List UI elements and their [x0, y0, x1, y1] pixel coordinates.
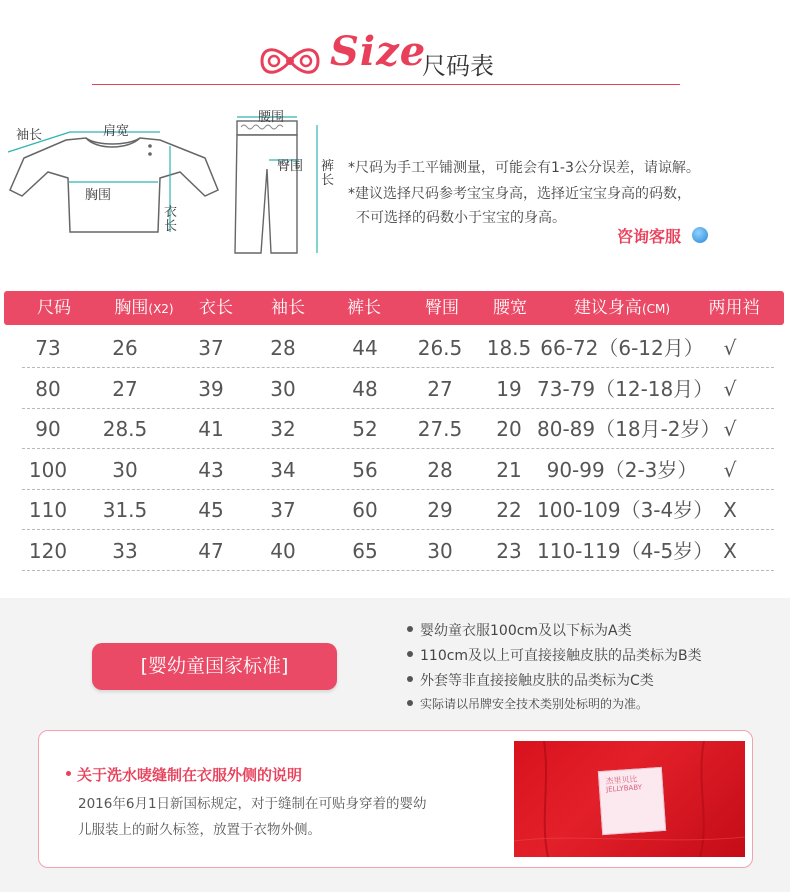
bullet-dot	[407, 676, 413, 682]
tag-brand-cn: 杰里贝比	[605, 774, 638, 786]
table-cell: √	[723, 376, 737, 401]
table-cell: 29	[427, 498, 453, 522]
pants-length-label: 裤长	[321, 159, 335, 188]
table-cell: 18.5	[486, 336, 532, 360]
table-cell: 65	[352, 538, 378, 563]
length-label: 衣长	[164, 205, 178, 234]
care-tag	[598, 767, 666, 835]
table-cell: 40	[270, 538, 296, 563]
table-cell: √	[723, 417, 737, 441]
table-cell: 100-109（3-4岁）	[537, 498, 714, 522]
table-cell: 28	[427, 457, 453, 482]
wash-label-text-1: 2016年6月1日新国标规定，对于缝制在可贴身穿着的婴幼	[78, 796, 427, 812]
chest-label: 胸围	[85, 188, 112, 203]
table-cell: 28.5	[102, 417, 148, 441]
bullet-dot	[407, 626, 413, 632]
table-cell: 110	[28, 498, 68, 522]
table-cell: 73-79（12-18月）	[537, 376, 714, 401]
header-sleeve: 袖长	[271, 298, 305, 318]
national-standard-button[interactable]: [婴幼童国家标准]	[92, 643, 337, 690]
table-cell: X	[723, 538, 737, 563]
bow-icon	[258, 44, 322, 78]
table-cell: 41	[198, 417, 224, 441]
note-line-2: *建议选择尺码参考宝宝身高，选择近宝宝身高的码数，	[348, 186, 691, 202]
table-cell: 30	[112, 457, 138, 482]
table-row	[20, 531, 775, 571]
table-cell: 27	[112, 376, 138, 401]
table-cell: 20	[496, 417, 522, 441]
title-english: Size	[330, 28, 427, 75]
header-waist: 腰宽	[493, 298, 527, 318]
standard-bullet-4: 实际请以吊牌安全技术类别处标明的为准。	[407, 695, 648, 712]
table-cell: 28	[270, 336, 296, 360]
table-cell: 21	[496, 457, 522, 482]
table-row	[20, 490, 775, 530]
title-divider	[92, 84, 680, 85]
table-cell: 47	[198, 538, 224, 563]
table-cell: 110-119（4-5岁）	[537, 538, 714, 563]
table-row	[20, 369, 775, 409]
table-row	[20, 450, 775, 490]
table-row	[20, 409, 775, 449]
table-cell: 37	[198, 336, 224, 360]
table-cell: 66-72（6-12月）	[540, 336, 704, 360]
standard-bullet-1: 婴幼童衣服100cm及以下标为A类	[407, 620, 632, 640]
table-cell: 80-89（18月-2岁）	[537, 417, 721, 441]
table-cell: 27	[427, 376, 453, 401]
wash-label-text-2: 儿服装上的耐久标签，放置于衣物外侧。	[78, 822, 321, 838]
wash-label-photo	[514, 741, 745, 857]
table-cell: 27.5	[417, 417, 463, 441]
table-cell: 31.5	[102, 498, 148, 522]
table-cell: √	[723, 457, 737, 482]
table-cell: 100	[28, 457, 68, 482]
bullet-dot	[407, 651, 413, 657]
table-cell: 80	[35, 376, 61, 401]
table-cell: 56	[352, 457, 378, 482]
table-cell: 33	[112, 538, 138, 563]
waist-label: 腰围	[258, 110, 285, 125]
table-cell: 30	[427, 538, 453, 563]
table-cell: 22	[496, 498, 522, 522]
header-length: 衣长	[199, 298, 233, 318]
header-dual-crotch: 两用裆	[708, 298, 760, 318]
note-line-1: *尺码为手工平铺测量，可能会有1-3公分误差，请谅解。	[348, 160, 700, 176]
table-cell: 30	[270, 376, 296, 401]
table-cell: 52	[352, 417, 378, 441]
standard-bullet-2: 110cm及以上可直接接触皮肤的品类标为B类	[407, 645, 702, 665]
hip-label: 臀围	[277, 159, 304, 174]
table-cell: X	[723, 498, 737, 522]
header-hip: 臀围	[425, 298, 459, 318]
title-chinese: 尺码表	[422, 52, 494, 80]
shoulder-label: 肩宽	[103, 124, 130, 139]
table-cell: 26.5	[417, 336, 463, 360]
bullet-dot	[66, 771, 71, 776]
table-cell: 90-99（2-3岁）	[546, 457, 698, 482]
header-height: 建议身高(CM)	[573, 298, 671, 318]
table-cell: 45	[198, 498, 224, 522]
table-cell: 44	[352, 336, 378, 360]
standard-bullet-3: 外套等非直接接触皮肤的品类标为C类	[407, 670, 654, 690]
size-table-header	[4, 291, 784, 325]
header-size: 尺码	[37, 298, 71, 318]
table-cell: 37	[270, 498, 296, 522]
table-cell: 26	[112, 336, 138, 360]
table-cell: 34	[270, 457, 296, 482]
table-cell: 120	[28, 538, 68, 563]
table-cell: 73	[35, 336, 61, 360]
table-cell: 19	[496, 376, 522, 401]
sleeve-label: 袖长	[16, 128, 43, 143]
row-divider	[22, 570, 774, 571]
consult-service-link[interactable]: 咨询客服	[617, 227, 682, 246]
table-cell: 90	[35, 417, 61, 441]
table-cell: √	[723, 336, 737, 360]
table-cell: 32	[270, 417, 296, 441]
pants-diagram	[225, 105, 335, 265]
wash-label-title: 关于洗水唛缝制在衣服外侧的说明	[66, 764, 302, 785]
table-cell: 48	[352, 376, 378, 401]
table-cell: 43	[198, 457, 224, 482]
tag-brand-en: JELLYBABY	[605, 783, 643, 794]
table-cell: 23	[496, 538, 522, 563]
note-line-3: 不可选择的码数小于宝宝的身高。	[356, 210, 566, 226]
chat-icon[interactable]	[692, 227, 708, 243]
header-pants-length: 裤长	[347, 298, 381, 318]
table-row	[20, 328, 775, 368]
header-chest: 胸围(X2)	[114, 298, 174, 318]
bullet-dot	[407, 700, 413, 706]
table-cell: 39	[198, 376, 224, 401]
table-cell: 60	[352, 498, 378, 522]
